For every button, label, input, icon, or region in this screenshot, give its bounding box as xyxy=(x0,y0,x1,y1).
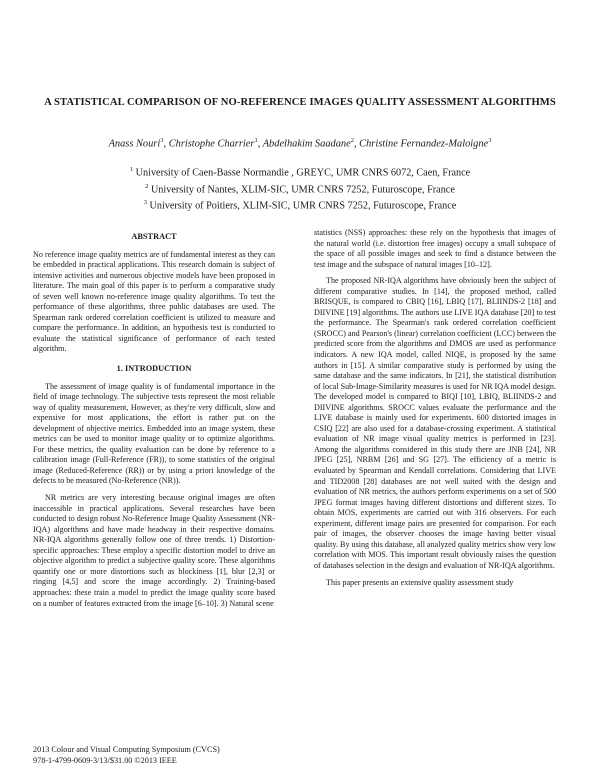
author-name: Christophe Charrier xyxy=(168,138,255,150)
right-column xyxy=(314,228,556,588)
affiliation-list xyxy=(40,163,560,213)
author-affiliation-number: 3 xyxy=(488,137,492,144)
affiliation-line xyxy=(40,196,560,213)
author-name: Abdelhakim Saadane xyxy=(262,138,351,150)
author-affiliation-number: 3 xyxy=(160,137,164,144)
intro-paragraph-2: NR metrics are very interesting because original images are often inaccessible in practical applications. Several researches have been conducted to design robust No-Reference Image Quality Assessment (NR-IQA) algorithms and have made headway in their respective domains. NR-IQA algorithms generally follow one of three trends. 1) Distortion-specific approaches: These employ a specific distortion model to drive an objective algorithm to predict a subjective quality score. These algorithms quantify one or more distortions such as blockiness [1], blur [2,3] or ringing [4,5] and score the image accordingly. 2) Training-based approaches: these train a model to predict the image quality score based on a number of features extracted from the image [6–10]. 3) Natural scene xyxy=(33,493,275,608)
affiliation-number: 3 xyxy=(143,199,147,207)
paper-title: A STATISTICAL COMPARISON OF NO-REFERENCE IMAGES QUALITY ASSESSMENT ALGORITHMS xyxy=(44,97,556,108)
intro-paragraph-2-continued: statistics (NSS) approaches: these rely on the hypothesis that images of the natural world (i.e. distortion free images) occupy a small subspace of the space of all possible images and seek to find a distance between the test image and the subspace of natural images [10–12]. xyxy=(314,228,556,269)
affiliation-text: University of Nantes, XLIM-SIC, UMR CNRS 7252, Futuroscope, France xyxy=(150,183,455,195)
abstract-heading: ABSTRACT xyxy=(131,232,177,241)
author-affiliation-number: 2 xyxy=(350,137,354,144)
footer-copyright: 978-1-4799-0609-3/13/$31.00 ©2013 IEEE xyxy=(33,755,177,765)
abstract-text: No reference image quality metrics are of fundamental interest as they can be embedded in practical applications. This research domain is subject of intensive activities and numerous objective models have been proposed in literature. The main goal of this paper is to perform a comparative study of seven well known no-reference image quality algorithms. To test the performance of these algorithms, three public databases are used. The Spearman rank ordered correlation coefficient is utilized to measure and compare the performance. In addition, an hypothesis test is conducted to evaluate the statistical significance of performance of each tested algorithm. xyxy=(33,249,275,354)
left-column xyxy=(33,228,275,609)
author-affiliation-number: 1 xyxy=(254,137,258,144)
author-list: Anass Nouri$^3$, Christophe Charrier$^1$, Abdelhakim Saadane$^2$, Christine Fernandez-Maloigne$^3$ xyxy=(108,137,492,150)
introduction-heading: 1. INTRODUCTION xyxy=(116,364,192,374)
affiliation-number: 2 xyxy=(145,182,149,190)
affiliation-line xyxy=(40,180,560,197)
author-name: Anass Nouri xyxy=(108,138,161,150)
intro-paragraph-4: This paper presents an extensive quality assessment study xyxy=(326,577,514,587)
affiliation-text: University of Poitiers, XLIM-SIC, UMR CNRS 7252, Futuroscope, France xyxy=(149,200,457,212)
affiliation-number: 1 xyxy=(129,166,134,173)
footer xyxy=(33,745,220,766)
footer-conference: 2013 Colour and Visual Computing Symposium (CVCS) xyxy=(33,745,220,754)
affiliation-text: University of Caen-Basse Normandie , GREYC, UMR CNRS 6072, Caen, France xyxy=(135,167,471,179)
affiliation-line xyxy=(40,163,560,180)
author-name: Christine Fernandez-Maloigne xyxy=(359,138,489,150)
intro-paragraph-3: The proposed NR-IQA algorithms have obviously been the subject of different comparative studies. In [14], the proposed method, called BRISQUE, is compared to CBIQ [16], LBIQ [17], BLIINDS-2 [18] and DIIVINE [19] algorithms. The authors use LIVE IQA database [20] to test the performance. The Spearman's rank ordered correlation coefficient (SROCC) and Pearson's (linear) correlation coefficient (LCC) between the predicted score from the algorithms and DMOS are used as performance indicators. A new IQA model, called NIQE, is proposed by the same authors in [15]. A similar comparative study is performed by using the same database and the same indicators. In [21], the statistical distribution of local Sub-Image-Similarity measures is used for NR IQA model design. The developed model is compared to BIQI [10], LBIQ, BLIINDS-2 and DIIVINE algorithms. SROCC values evaluate the performance and the LIVE database is mainly used for experiments. 600 distorted images in CSIQ [22] are also used for a database-crossing experiment. A statistical evaluation of NR image visual quality metrics is performed in [23]. Among the algorithms considered in this study there are JNB [24], NR JPEG [25], NRBM [26] and SG [27]. The efficiency of a metric is evaluated by Spearman and Kendall correlations. Considering that LIVE and TID2008 [28] databases are not well suited with the design and evaluation of NR metrics, the authors perform experiments on a set of 500 JPEG format images having different distortions and different sizes. To obtain MOS, experiments are carried out with 316 observers. For each experiment, different image pairs are presented for comparison. For each pair of images, the observer chooses the image having better visual quality. By using this database, all analyzed quality metrics show very low correlation with MOS. This important result obviously raises the question of databases selection in the design and evaluation of NR-IQA algorithms. xyxy=(314,276,556,570)
intro-paragraph-1: The assessment of image quality is of fundamental importance in the field of image technology. The subjective tests represent the most reliable way of quality measurement, However, as they're very difficult, slow and expensive for most applications, the effort is rather put on the development of objective metrics. Embedded into an image system, these metrics can be used to monitor image quality or to optimize algorithms. For these metrics, the quality evaluation can be done by reference to a calibration image (Full-Reference (FR)), to some statistics of the original image (Reduced-Reference (RR)) or by using a priori knowledge of the defects to be measured (No-Reference (NR)). xyxy=(33,381,275,486)
